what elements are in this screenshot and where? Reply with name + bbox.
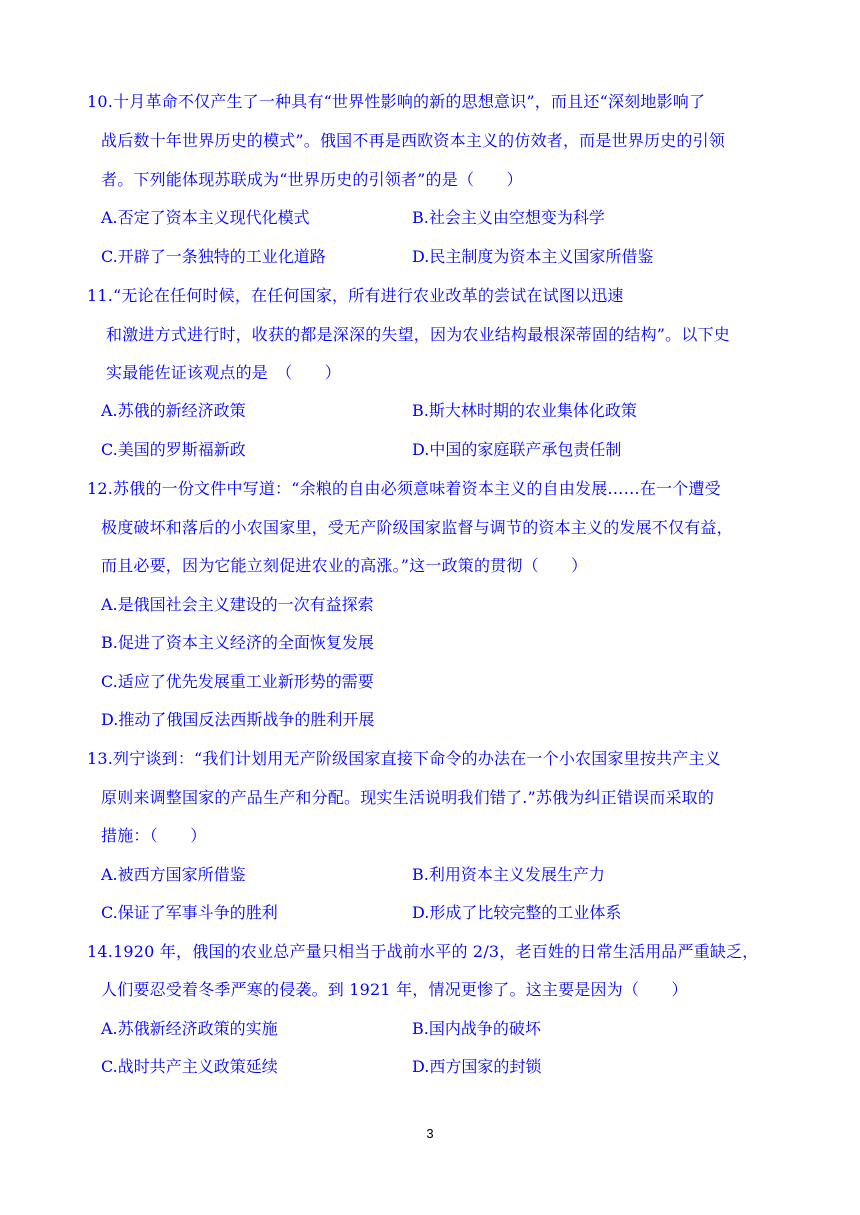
question-14-option-b: B.国内战争的破坏 [412, 1019, 541, 1038]
question-11-line-1: 11.“无论在任何时候，在任何国家，所有进行农业改革的尝试在试图以迅速 [87, 286, 624, 305]
question-10-line-2: 战后数十年世界历史的模式”。俄国不再是西欧资本主义的仿效者，而是世界历史的引领 [101, 131, 725, 150]
question-13-line-1: 13.列宁谈到：“我们计划用无产阶级国家直接下命令的办法在一个小农国家里按共产主义 [87, 749, 721, 768]
question-14-line-2: 人们要忍受着冬季严寒的侵袭。到 1921 年，情况更惨了。这主要是因为（ ） [101, 980, 688, 999]
question-11-line-3: 实最能佐证该观点的是 （ ） [106, 363, 342, 382]
question-11-option-c: C.美国的罗斯福新政 [101, 440, 246, 459]
question-11-line-2: 和激进方式进行时，收获的都是深深的失望，因为农业结构最根深蒂固的结构”。以下史 [106, 325, 730, 344]
question-10-line-3: 者。下列能体现苏联成为“世界历史的引领者”的是（ ） [101, 170, 523, 189]
question-12-option-a: A.是俄国社会主义建设的一次有益探索 [101, 595, 374, 614]
question-11-option-d: D.中国的家庭联产承包责任制 [412, 440, 622, 459]
question-14-option-a: A.苏俄新经济政策的实施 [101, 1019, 278, 1038]
question-13-line-2: 原则来调整国家的产品生产和分配。现实生活说明我们错了.”苏俄为纠正错误而采取的 [101, 788, 715, 807]
question-11-option-a: A.苏俄的新经济政策 [101, 401, 246, 420]
question-10-line-1: 10.十月革命不仅产生了一种具有“世界性影响的新的思想意识”，而且还“深刻地影响了 [87, 92, 706, 111]
question-13-line-3: 措施：（ ） [101, 826, 207, 845]
question-14-line-1: 14.1920 年，俄国的农业总产量只相当于战前水平的 2/3，老百姓的日常生活用品严重缺乏， [87, 942, 759, 961]
question-13-option-c: C.保证了军事斗争的胜利 [101, 903, 278, 922]
question-13-option-d: D.形成了比较完整的工业体系 [412, 903, 622, 922]
question-10-option-b: B.社会主义由空想变为科学 [412, 208, 605, 227]
question-10-option-a: A.否定了资本主义现代化模式 [101, 208, 310, 227]
question-12-line-3: 而且必要，因为它能立刻促进农业的高涨。”这一政策的贯彻（ ） [101, 556, 588, 575]
question-14-option-d: D.西方国家的封锁 [412, 1057, 542, 1076]
question-12-option-d: D.推动了俄国反法西斯战争的胜利开展 [101, 710, 375, 729]
page-number: 3 [426, 1126, 434, 1141]
question-12-line-1: 12.苏俄的一份文件中写道：“余粮的自由必须意味着资本主义的自由发展……在一个遭受 [87, 479, 721, 498]
question-13-option-a: A.被西方国家所借鉴 [101, 865, 246, 884]
question-14-option-c: C.战时共产主义政策延续 [101, 1057, 278, 1076]
question-10-option-d: D.民主制度为资本主义国家所借鉴 [412, 247, 654, 266]
question-12-option-b: B.促进了资本主义经济的全面恢复发展 [101, 633, 374, 652]
question-11-option-b: B.斯大林时期的农业集体化政策 [412, 401, 637, 420]
question-10-option-c: C.开辟了一条独特的工业化道路 [101, 247, 326, 266]
question-12-line-2: 极度破坏和落后的小农国家里，受无产阶级国家监督与调节的资本主义的发展不仅有益， [101, 518, 733, 537]
question-12-option-c: C.适应了优先发展重工业新形势的需要 [101, 672, 374, 691]
question-13-option-b: B.利用资本主义发展生产力 [412, 865, 605, 884]
